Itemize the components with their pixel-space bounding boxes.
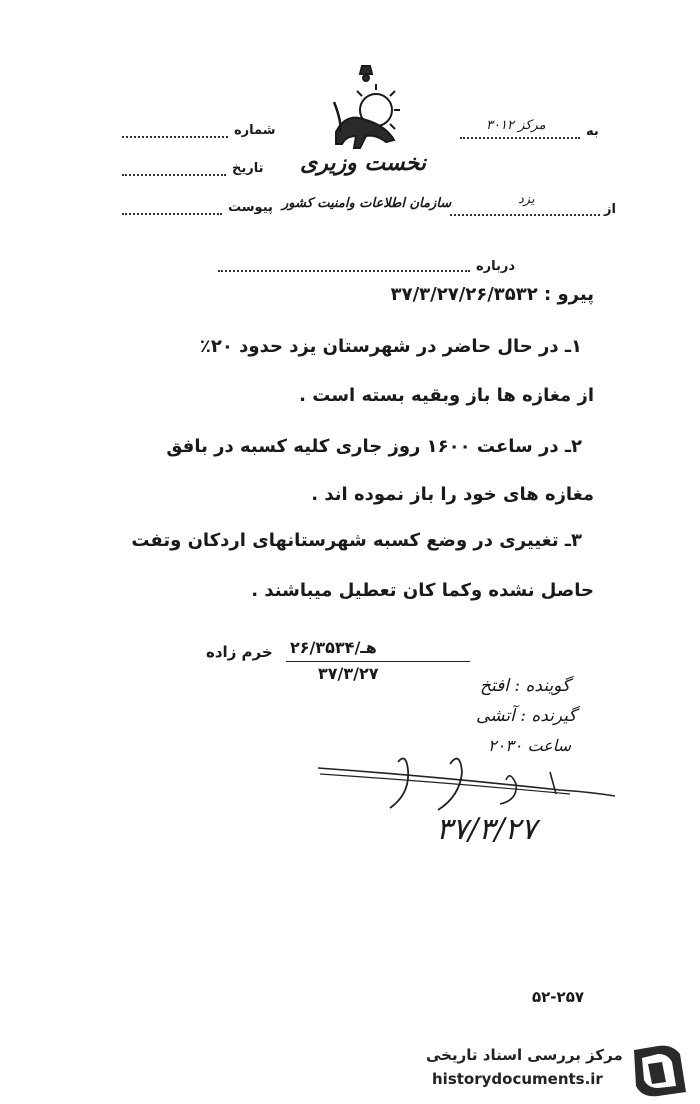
handwritten-speaker: گوینده : افتخ bbox=[480, 676, 571, 696]
reference-line: پیرو : ۳۷/۳/۲۷/۲۶/۳۵۳۲ bbox=[390, 284, 594, 305]
body-line-4: مغازه های خود را باز نموده اند . bbox=[311, 484, 594, 505]
handwritten-receiver: گیرنده : آتشی bbox=[476, 706, 577, 726]
attachment-label: پیوست bbox=[228, 200, 273, 215]
signature-date: ۳۷/۳/۲۷ bbox=[318, 664, 379, 683]
number-dotted-line bbox=[122, 136, 228, 138]
body-line-2: از مغازه ها باز وبقیه بسته است . bbox=[299, 385, 594, 406]
signature-code: هـ/۲۶/۳۵۳۴ bbox=[290, 638, 377, 657]
to-value: مرکز ۳۰۱۲ bbox=[486, 118, 546, 133]
organization-name: سازمان اطلاعات وامنیت کشور bbox=[282, 196, 452, 211]
subject-dotted-line bbox=[218, 270, 470, 272]
archive-logo-icon bbox=[628, 1042, 690, 1100]
to-dotted-line bbox=[460, 137, 580, 139]
archive-center-name: مرکز بررسی اسناد تاریخی bbox=[426, 1046, 623, 1064]
from-value: یزد bbox=[518, 192, 535, 207]
body-line-6: حاصل نشده وکما کان تعطیل میباشند . bbox=[251, 580, 594, 601]
archive-website[interactable]: historydocuments.ir bbox=[432, 1070, 603, 1088]
number-label: شماره bbox=[234, 123, 276, 138]
sender-name: خرم زاده bbox=[206, 643, 273, 661]
date-label: تاریخ bbox=[232, 161, 264, 176]
from-dotted-line bbox=[450, 214, 600, 216]
lion-and-sun-emblem bbox=[316, 62, 408, 162]
body-line-3: ۲ـ در ساعت ۱۶۰۰ روز جاری کلیه کسبه در بافق bbox=[166, 436, 582, 457]
date-dotted-line bbox=[122, 174, 226, 176]
ministry-title: نخست وزیری bbox=[300, 150, 426, 176]
handwritten-signature bbox=[310, 750, 630, 820]
subject-label: درباره bbox=[476, 259, 516, 274]
body-line-5: ۳ـ تغییری در وضع کسبه شهرستانهای اردکان وتفت bbox=[131, 530, 582, 551]
body-line-1: ۱ـ در حال حاضر در شهرستان یزد حدود ۲۰٪ bbox=[199, 336, 582, 357]
handwritten-time: ساعت ۲۰۳۰ bbox=[488, 736, 571, 755]
to-label: به bbox=[586, 124, 599, 139]
from-label: از bbox=[604, 202, 616, 217]
attachment-dotted-line bbox=[122, 213, 222, 215]
handwritten-date: ۳۷/۳/۲۷ bbox=[436, 812, 537, 847]
signature-underline bbox=[286, 661, 470, 662]
archive-document-number: ۵۲-۲۵۷ bbox=[532, 988, 585, 1006]
